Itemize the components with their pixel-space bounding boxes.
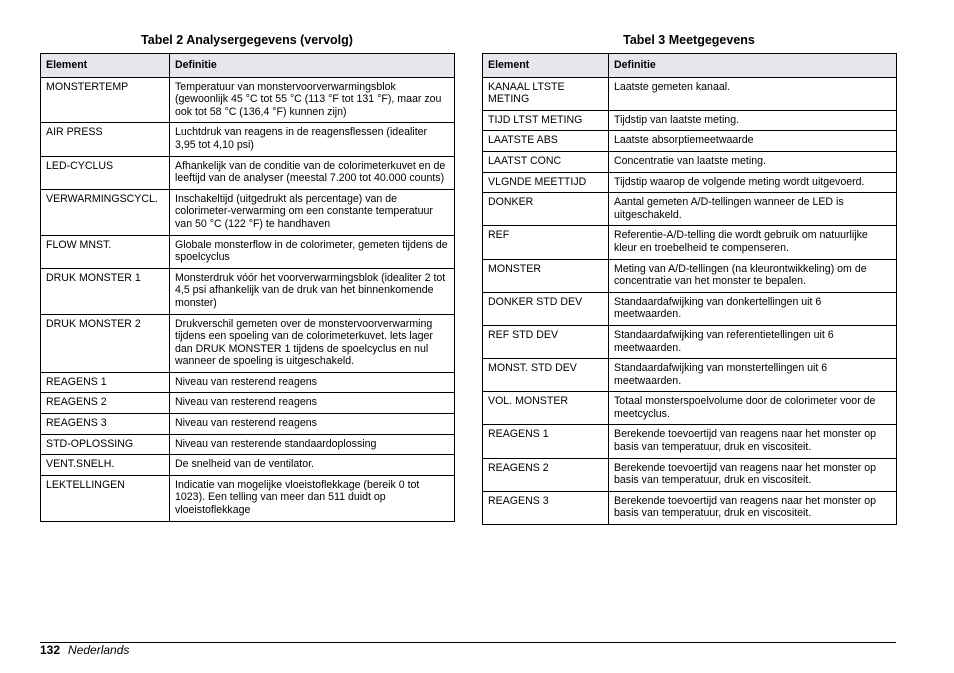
element-cell: MONSTER (483, 259, 609, 292)
element-cell: REF STD DEV (483, 325, 609, 358)
definition-cell: Drukverschil gemeten over de monstervoorverwarming tijdens een spoeling van de colorimeterkuvet. lets lager dan DRUK MONSTER 1 tijdens de spoelcyclus en nul wanneer de spoeling is uitgeschakeld. (170, 314, 455, 372)
element-cell: DRUK MONSTER 1 (41, 268, 170, 314)
table-row (41, 475, 455, 521)
element-cell: REAGENS 2 (41, 393, 170, 414)
column-header-definition: Definitie (170, 54, 455, 78)
element-cell: VENT.SNELH. (41, 455, 170, 476)
definition-cell: Luchtdruk van reagens in de reagensflessen (idealiter 3,95 tot 4,10 psi) (170, 123, 455, 156)
element-cell: STD-OPLOSSING (41, 434, 170, 455)
table-2-caption: Tabel 2 Analysergegevens (vervolg) (141, 33, 353, 47)
table-row (41, 434, 455, 455)
footer-divider (40, 642, 896, 643)
table-row (41, 314, 455, 372)
element-cell: LED-CYCLUS (41, 156, 170, 189)
element-cell: DRUK MONSTER 2 (41, 314, 170, 372)
table-row (41, 77, 455, 123)
definition-cell: Meting van A/D-tellingen (na kleurontwikkeling) om de concentratie van het monster te bepalen. (609, 259, 897, 292)
element-cell: LAATST CONC (483, 151, 609, 172)
element-cell: REAGENS 3 (483, 491, 609, 524)
table-row (41, 235, 455, 268)
definition-cell: Aantal gemeten A/D-tellingen wanneer de LED is uitgeschakeld. (609, 193, 897, 226)
column-header-definition: Definitie (609, 54, 897, 78)
definition-cell: Berekende toevoertijd van reagens naar het monster op basis van temperatuur, druk en viscositeit. (609, 458, 897, 491)
element-cell: FLOW MNST. (41, 235, 170, 268)
table-row (41, 268, 455, 314)
element-cell: MONSTERTEMP (41, 77, 170, 123)
definition-cell: Globale monsterflow in de colorimeter, gemeten tijdens de spoelcyclus (170, 235, 455, 268)
definition-cell: Standaardafwijking van donkertellingen uit 6 meetwaarden. (609, 292, 897, 325)
column-header-element: Element (483, 54, 609, 78)
table-row (483, 359, 897, 392)
definition-cell: Totaal monsterspoelvolume door de colorimeter voor de meetcyclus. (609, 392, 897, 425)
definition-cell: Afhankelijk van de conditie van de colorimeterkuvet en de leeftijd van de analyser (meestal 7.200 tot 40.000 counts) (170, 156, 455, 189)
table-row (41, 455, 455, 476)
element-cell: REAGENS 2 (483, 458, 609, 491)
definition-cell: Monsterdruk vóór het voorverwarmingsblok (idealiter 2 tot 4,5 psi afhankelijk van de druk van het binnenkomende monster) (170, 268, 455, 314)
definition-cell: Standaardafwijking van monstertellingen uit 6 meetwaarden. (609, 359, 897, 392)
element-cell: LEKTELLINGEN (41, 475, 170, 521)
definition-cell: De snelheid van de ventilator. (170, 455, 455, 476)
element-cell: VLGNDE MEETTIJD (483, 172, 609, 193)
element-cell: KANAAL LTSTE METING (483, 77, 609, 110)
column-header-element: Element (41, 54, 170, 78)
definition-cell: Laatste gemeten kanaal. (609, 77, 897, 110)
table-row (41, 372, 455, 393)
measurement-data-table (482, 53, 897, 525)
page-footer (40, 643, 129, 657)
table-row (483, 392, 897, 425)
analyser-data-table (40, 53, 455, 522)
element-cell: DONKER STD DEV (483, 292, 609, 325)
element-cell: REAGENS 3 (41, 414, 170, 435)
table-row (483, 77, 897, 110)
table-3-caption: Tabel 3 Meetgegevens (623, 33, 755, 47)
table-row (483, 172, 897, 193)
definition-cell: Temperatuur van monstervoorverwarmingsblok (gewoonlijk 45 °C tot 55 °C (113 °F tot 131 °F), maar zou ook tot 58 °C (136,4 °F) kunnen zijn) (170, 77, 455, 123)
element-cell: MONST. STD DEV (483, 359, 609, 392)
definition-cell: Inschakeltijd (uitgedrukt als percentage) van de colorimeter-verwarming om een constante temperatuur van 50 °C (122 °F) te handhaven (170, 189, 455, 235)
element-cell: REAGENS 1 (41, 372, 170, 393)
element-cell: TIJD LTST METING (483, 110, 609, 131)
table-row (483, 491, 897, 524)
definition-cell: Berekende toevoertijd van reagens naar het monster op basis van temperatuur, druk en viscositeit. (609, 425, 897, 458)
table-header-row (41, 54, 455, 78)
table-row (483, 325, 897, 358)
definition-cell: Tijdstip van laatste meting. (609, 110, 897, 131)
table-row (483, 425, 897, 458)
definition-cell: Berekende toevoertijd van reagens naar het monster op basis van temperatuur, druk en viscositeit. (609, 491, 897, 524)
definition-cell: Tijdstip waarop de volgende meting wordt uitgevoerd. (609, 172, 897, 193)
definition-cell: Niveau van resterend reagens (170, 372, 455, 393)
definition-cell: Concentratie van laatste meting. (609, 151, 897, 172)
element-cell: REF (483, 226, 609, 259)
table-row (41, 123, 455, 156)
table-row (41, 156, 455, 189)
table-row (483, 292, 897, 325)
table-row (41, 414, 455, 435)
page-number: 132 (40, 643, 61, 657)
table-row (41, 393, 455, 414)
element-cell: VERWARMINGSCYCL. (41, 189, 170, 235)
table-row (483, 226, 897, 259)
table-header-row (483, 54, 897, 78)
definition-cell: Niveau van resterend reagens (170, 414, 455, 435)
definition-cell: Niveau van resterende standaardoplossing (170, 434, 455, 455)
definition-cell: Referentie-A/D-telling die wordt gebruik om natuurlijke kleur en troebelheid te compenseren. (609, 226, 897, 259)
element-cell: AIR PRESS (41, 123, 170, 156)
element-cell: VOL. MONSTER (483, 392, 609, 425)
element-cell: LAATSTE ABS (483, 131, 609, 152)
element-cell: REAGENS 1 (483, 425, 609, 458)
definition-cell: Niveau van resterend reagens (170, 393, 455, 414)
footer-language: Nederlands (68, 643, 130, 657)
definition-cell: Standaardafwijking van referentietellingen uit 6 meetwaarden. (609, 325, 897, 358)
definition-cell: Laatste absorptiemeetwaarde (609, 131, 897, 152)
element-cell: DONKER (483, 193, 609, 226)
table-row (483, 110, 897, 131)
table-row (483, 151, 897, 172)
table-row (483, 131, 897, 152)
table-row (483, 259, 897, 292)
definition-cell: Indicatie van mogelijke vloeistoflekkage (bereik 0 tot 1023). Een telling van meer dan 511 duidt op vloeistoflekkage (170, 475, 455, 521)
table-row (483, 458, 897, 491)
table-row (41, 189, 455, 235)
table-row (483, 193, 897, 226)
